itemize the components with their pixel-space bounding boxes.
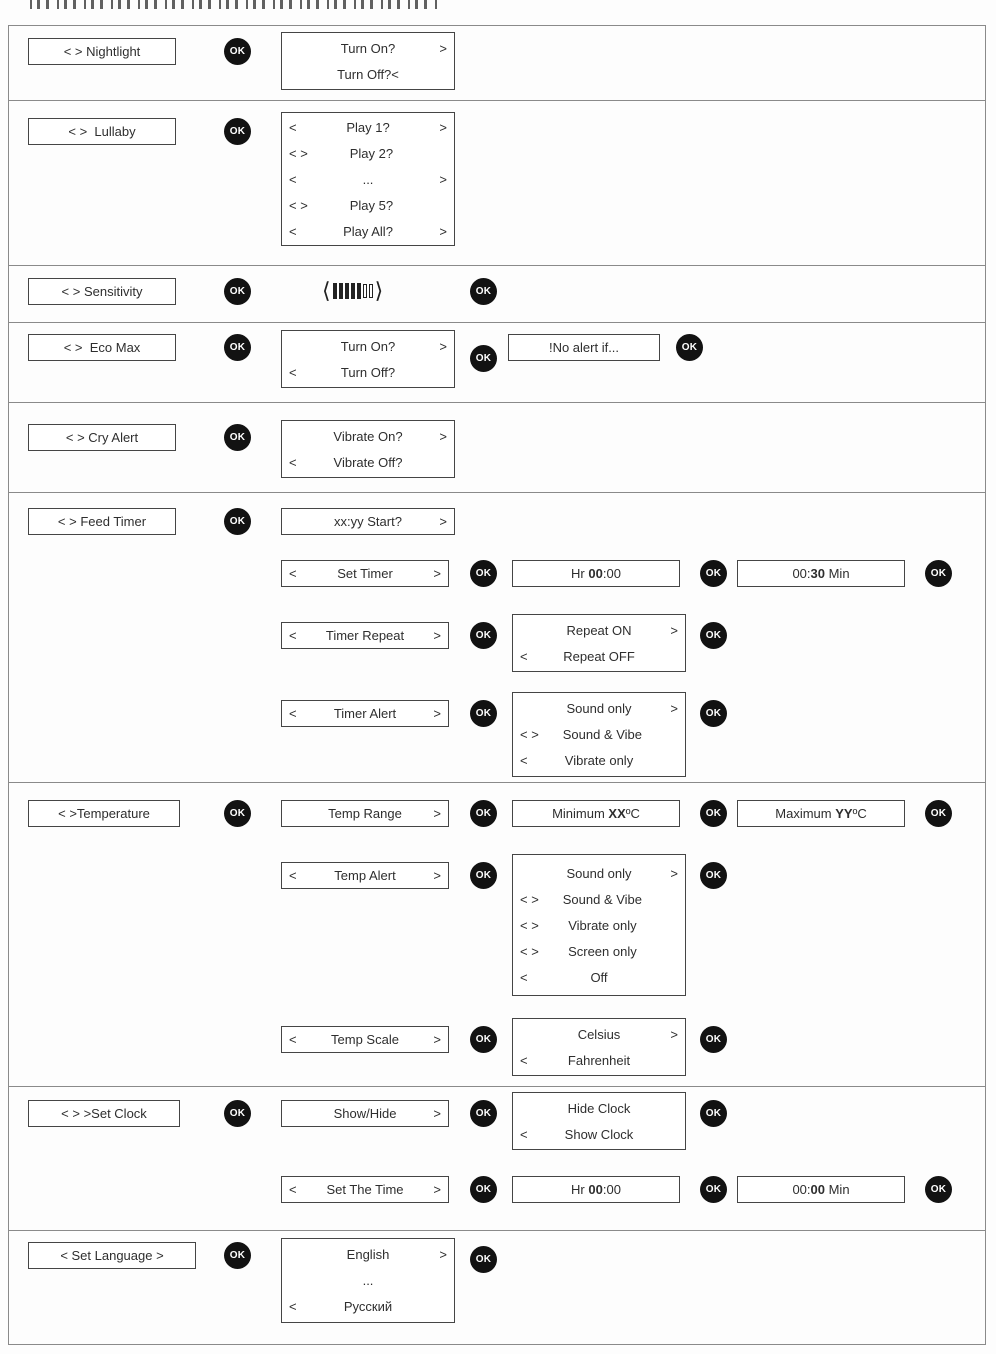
option-line [513, 860, 685, 886]
row-divider [8, 1230, 986, 1231]
value-line [738, 561, 904, 586]
ok-button: OK [700, 560, 727, 587]
option-text: Vibrate Off? [333, 454, 403, 470]
row-divider [8, 322, 986, 323]
level-bar-hollow [369, 284, 373, 298]
ok-button: OK [224, 278, 251, 305]
option-line [282, 1242, 454, 1268]
option-text: !No alert if... [548, 340, 620, 355]
ok-button: OK [925, 560, 952, 587]
option-text: Temp Alert [334, 868, 396, 883]
right-marker: > [433, 628, 441, 643]
clock-minutes-box [737, 1176, 905, 1203]
temp-alert-options [512, 854, 686, 996]
row-divider [8, 100, 986, 101]
option-text: Vibrate On? [333, 428, 403, 444]
feed-start-box [281, 508, 455, 535]
left-marker: < > [520, 891, 539, 907]
option-text: Sound & Vibe [562, 891, 643, 907]
option-line [509, 335, 659, 360]
right-angle-icon: ⟩ [374, 278, 384, 303]
value-text [745, 1182, 897, 1197]
pre-segment: Hr [571, 566, 589, 581]
ok-button: OK [700, 800, 727, 827]
left-marker: < [289, 566, 297, 581]
value-line [738, 801, 904, 826]
left-marker: < [520, 1126, 528, 1142]
option-text: Celsius [577, 1026, 621, 1042]
option-line [282, 1268, 454, 1294]
left-marker: < [289, 706, 297, 721]
menu-item-nightlight: < > Nightlight [28, 38, 176, 65]
value-text [520, 566, 672, 581]
post-segment: :00 [602, 566, 621, 581]
ok-button: OK [700, 1176, 727, 1203]
menu-item-temperature: < >Temperature [28, 800, 180, 827]
option-text: Timer Repeat [325, 628, 405, 643]
feed-minutes-box [737, 560, 905, 587]
right-marker: > [670, 622, 678, 638]
bold-segment: 00 [588, 566, 603, 581]
right-marker: > [439, 223, 447, 239]
option-text: Set Timer [337, 566, 393, 581]
option-text: Play 5? [349, 197, 394, 213]
level-bar [345, 283, 349, 299]
right-marker: > [433, 868, 441, 883]
row-divider [8, 492, 986, 493]
diagram-frame [8, 25, 986, 1345]
ok-button: OK [470, 700, 497, 727]
bold-segment: YY [835, 806, 853, 821]
option-text: Turn On? [340, 338, 396, 354]
repeat-options [512, 614, 686, 672]
left-marker: < [289, 868, 297, 883]
option-text: Off [590, 969, 608, 985]
option-text: Play All? [343, 223, 393, 239]
option-line [282, 218, 454, 244]
set-time-box [281, 1176, 449, 1203]
ok-button: OK [470, 345, 497, 372]
menu-item-set-clock: < > >Set Clock [28, 1100, 180, 1127]
value-text [745, 566, 897, 581]
clock-hours-box [512, 1176, 680, 1203]
ok-button: OK [224, 38, 251, 65]
option-text: xx:yy Start? [334, 514, 402, 529]
menu-item-set-language: < Set Language > [28, 1242, 196, 1269]
right-marker: > [439, 40, 447, 56]
left-marker: < [520, 1052, 528, 1068]
ok-button: OK [470, 622, 497, 649]
pre-segment: 00: [792, 1182, 811, 1197]
option-line [282, 114, 454, 140]
lullaby-options [281, 112, 455, 246]
ok-button: OK [700, 622, 727, 649]
ok-button: OK [224, 1100, 251, 1127]
left-marker: < [289, 454, 297, 470]
right-marker: > [439, 171, 447, 187]
left-marker: < [520, 969, 528, 985]
ok-button: OK [700, 700, 727, 727]
option-text: Show/Hide [333, 1106, 397, 1121]
post-segment: Min [824, 1182, 850, 1197]
left-marker: < > [289, 145, 308, 161]
option-line [513, 643, 685, 669]
ok-button: OK [470, 1100, 497, 1127]
pre-segment: Hr [571, 1182, 589, 1197]
right-marker: > [670, 865, 678, 881]
left-marker: < [289, 119, 297, 135]
option-text: Русский [343, 1299, 393, 1314]
option-line [282, 166, 454, 192]
option-text: Sound only [566, 701, 632, 716]
left-marker: < > [520, 727, 539, 742]
ok-button: OK [700, 1100, 727, 1127]
value-line [513, 801, 679, 826]
right-marker: > [439, 338, 447, 354]
value-line [738, 1177, 904, 1202]
left-marker: < [289, 223, 297, 239]
bold-segment: XX [608, 806, 626, 821]
left-marker: < > [289, 197, 308, 213]
row-divider [8, 1086, 986, 1087]
option-line [282, 1101, 448, 1126]
option-line [282, 192, 454, 218]
left-marker: < > [520, 943, 539, 959]
option-text: Play 1? [346, 119, 390, 135]
left-marker: < [289, 171, 297, 187]
option-text: Sound only [566, 865, 632, 881]
level-bar [339, 283, 343, 299]
right-marker: > [433, 706, 441, 721]
option-line [282, 449, 454, 475]
right-marker: > [433, 566, 441, 581]
ok-button: OK [224, 424, 251, 451]
option-text: Temp Scale [331, 1032, 399, 1047]
post-segment: :00 [602, 1182, 621, 1197]
ok-button: OK [700, 1026, 727, 1053]
bold-segment: 30 [810, 566, 825, 581]
row-divider [8, 402, 986, 403]
option-line [513, 1021, 685, 1047]
right-marker: > [670, 701, 678, 716]
option-text: English [346, 1247, 390, 1262]
option-text: ... [362, 1273, 374, 1288]
row-divider [8, 782, 986, 783]
post-segment: ºC [625, 806, 640, 821]
option-line [513, 938, 685, 964]
set-timer-box [281, 560, 449, 587]
temp-alert-box [281, 862, 449, 889]
right-marker: > [433, 1182, 441, 1197]
ok-button: OK [470, 1176, 497, 1203]
left-marker: < [289, 364, 297, 380]
option-line [282, 1177, 448, 1202]
right-marker: > [433, 806, 441, 821]
ok-button: OK [470, 1026, 497, 1053]
menu-item-lullaby: < > Lullaby [28, 118, 176, 145]
option-text: Fahrenheit [567, 1052, 631, 1068]
value-line [513, 1177, 679, 1202]
option-text: Repeat ON [566, 622, 632, 638]
option-text: Show Clock [564, 1126, 634, 1142]
cry-alert-options [281, 420, 455, 478]
option-text: Temp Range [328, 806, 402, 821]
temp-minimum-box [512, 800, 680, 827]
value-text [520, 806, 672, 821]
option-text: Hide Clock [567, 1100, 631, 1116]
clock-options [512, 1092, 686, 1150]
option-line [282, 140, 454, 166]
left-marker: < [289, 1182, 297, 1197]
menu-item-eco-max: < > Eco Max [28, 334, 176, 361]
value-text [745, 806, 897, 821]
option-line [282, 561, 448, 586]
left-marker: < [289, 628, 297, 643]
eco-max-note [508, 334, 660, 361]
right-marker: > [439, 1247, 447, 1262]
ok-button: OK [470, 278, 497, 305]
post-segment: ºC [852, 806, 867, 821]
option-line [282, 61, 454, 87]
post-segment: Min [824, 566, 850, 581]
option-line [282, 1294, 454, 1320]
temp-maximum-box [737, 800, 905, 827]
option-line [282, 359, 454, 385]
option-line [282, 333, 454, 359]
option-text: Timer Alert [333, 706, 397, 721]
level-bar [333, 283, 337, 299]
right-marker: > [433, 1032, 441, 1047]
option-line [513, 617, 685, 643]
left-marker: < [289, 1032, 297, 1047]
ok-button: OK [224, 118, 251, 145]
ok-button: OK [224, 334, 251, 361]
show-hide-box [281, 1100, 449, 1127]
option-text: Sound & Vibe [562, 727, 643, 742]
option-line [513, 912, 685, 938]
right-marker: > [439, 514, 447, 529]
option-line [513, 1095, 685, 1121]
ok-button: OK [470, 560, 497, 587]
ok-button: OK [224, 1242, 251, 1269]
left-marker: < [520, 753, 528, 768]
option-text: Turn Off?< [337, 66, 399, 82]
level-bar-hollow [363, 284, 367, 298]
option-line [513, 696, 685, 722]
option-line [282, 35, 454, 61]
option-line [513, 964, 685, 990]
option-text: Repeat OFF [563, 648, 635, 664]
menu-item-cry-alert: < > Cry Alert [28, 424, 176, 451]
cropped-text-fragments [30, 0, 442, 9]
bold-segment: 00 [588, 1182, 603, 1197]
bold-segment: 00 [810, 1182, 825, 1197]
option-text: Set The Time [326, 1182, 404, 1197]
ok-button: OK [925, 1176, 952, 1203]
option-text: ... [362, 171, 374, 187]
ok-button: OK [470, 1246, 497, 1273]
left-angle-icon: ⟨ [322, 278, 331, 303]
option-text: Turn On? [340, 40, 396, 56]
feed-hours-box [512, 560, 680, 587]
pre-segment: 00: [792, 566, 811, 581]
option-line [282, 1027, 448, 1052]
sensitivity-level-icon [322, 276, 383, 306]
menu-item-feed-timer: < > Feed Timer [28, 508, 176, 535]
option-line [513, 1047, 685, 1073]
pre-segment: Minimum [552, 806, 609, 821]
level-bar [357, 283, 361, 299]
right-marker: > [433, 1106, 441, 1121]
option-text: Screen only [568, 943, 637, 959]
ok-button: OK [700, 862, 727, 889]
temp-range-box [281, 800, 449, 827]
pre-segment: Maximum [775, 806, 836, 821]
option-line [282, 509, 454, 534]
option-text: Turn Off? [340, 364, 396, 380]
left-marker: < [520, 648, 528, 664]
row-divider [8, 265, 986, 266]
level-bar [351, 283, 355, 299]
right-marker: > [670, 1026, 678, 1042]
ok-button: OK [470, 800, 497, 827]
ok-button: OK [676, 334, 703, 361]
option-text: Vibrate only [568, 917, 637, 933]
option-text: Vibrate only [564, 753, 634, 768]
option-line [282, 701, 448, 726]
option-line [513, 1121, 685, 1147]
ok-button: OK [224, 508, 251, 535]
nightlight-options [281, 32, 455, 90]
right-marker: > [439, 119, 447, 135]
menu-item-sensitivity: < > Sensitivity [28, 278, 176, 305]
option-line [282, 863, 448, 888]
option-text: Play 2? [349, 145, 394, 161]
option-line [513, 722, 685, 748]
ok-button: OK [925, 800, 952, 827]
value-text [520, 1182, 672, 1197]
temp-scale-box [281, 1026, 449, 1053]
option-line [282, 801, 448, 826]
option-line [513, 748, 685, 774]
temp-scale-options [512, 1018, 686, 1076]
value-line [513, 561, 679, 586]
option-line [513, 886, 685, 912]
timer-alert-options [512, 692, 686, 777]
language-options [281, 1238, 455, 1323]
ok-button: OK [224, 800, 251, 827]
eco-max-options [281, 330, 455, 388]
timer-repeat-box [281, 622, 449, 649]
right-marker: > [439, 428, 447, 444]
left-marker: < > [520, 917, 539, 933]
ok-button: OK [470, 862, 497, 889]
option-line [282, 423, 454, 449]
timer-alert-box [281, 700, 449, 727]
left-marker: < [289, 1299, 297, 1314]
option-line [282, 623, 448, 648]
